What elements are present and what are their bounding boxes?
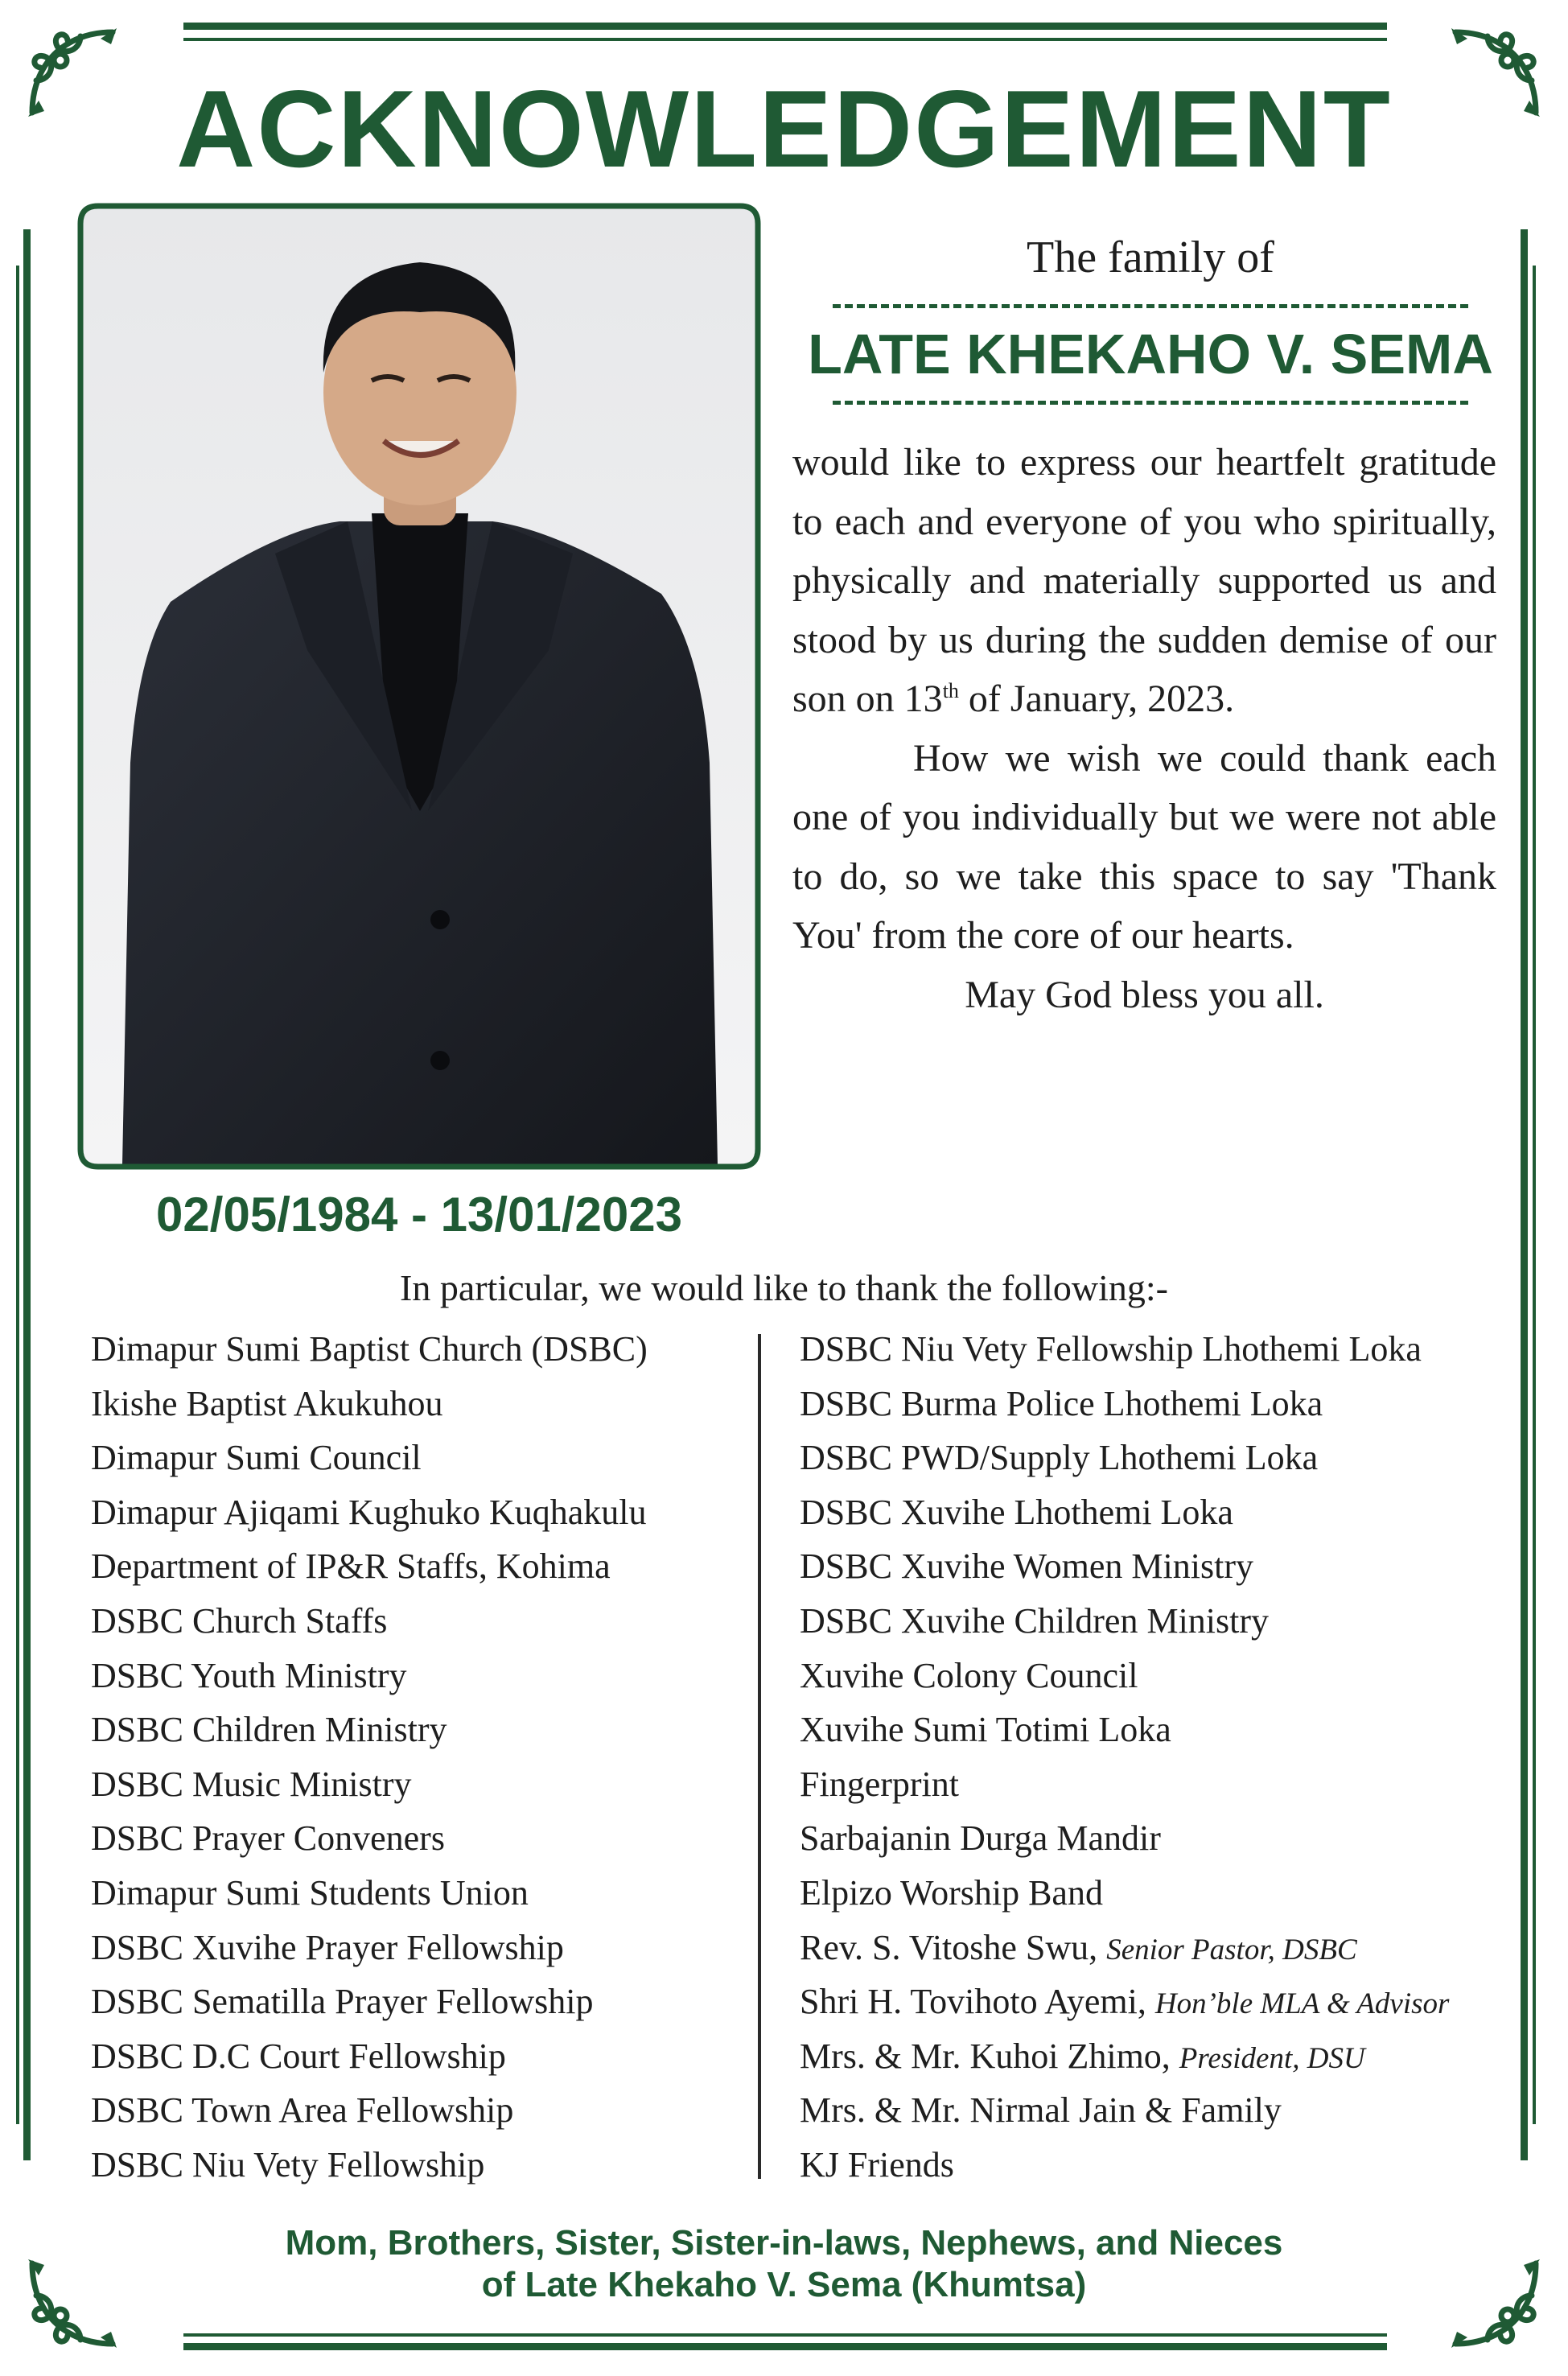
right-rule-thin (1533, 266, 1536, 2124)
list-item (800, 1975, 1524, 2029)
list-item-title: Senior Pastor, DSBC (1106, 1933, 1357, 1966)
list-item (800, 2138, 1524, 2193)
list-item (800, 1322, 1524, 1377)
list-item (800, 1539, 1524, 1594)
message-paragraph-2: How we wish we could thank each one of you individually but we were not able to do, so we take this space to say 'Thank You' from the core of our hearts. (792, 736, 1496, 957)
thanks-list-left (91, 1322, 735, 2193)
list-item: Dimapur Ajiqami Kughuko Kuqhakulu (91, 1492, 647, 1532)
list-item: DSBC Youth Ministry (91, 1655, 407, 1695)
bottom-rule-thick (183, 2343, 1387, 2350)
list-item (800, 1485, 1524, 1540)
list-item (800, 2083, 1524, 2138)
name-top-divider (833, 304, 1468, 308)
list-item-name: DSBC Xuvihe Women Ministry (800, 1546, 1254, 1587)
family-of-label: The family of (1027, 233, 1274, 282)
list-item (800, 1757, 1524, 1812)
list-item (800, 1377, 1524, 1431)
list-item: Dimapur Sumi Students Union (91, 1872, 529, 1913)
message-paragraph-1-end: of January, 2023. (958, 677, 1235, 720)
signature-line-2: of Late Khekaho V. Sema (Khumtsa) (481, 2265, 1087, 2304)
date-ordinal-suffix: th (942, 679, 959, 702)
list-item-name: KJ Friends (800, 2144, 954, 2185)
left-rule-thin (16, 266, 19, 2124)
list-item-title: Hon’ble MLA & Advisor (1154, 1987, 1450, 2021)
list-item: DSBC Prayer Conveners (91, 1818, 445, 1859)
message-paragraph-1 (792, 433, 1496, 729)
list-item: Dimapur Sumi Council (91, 1438, 422, 1478)
bottom-rule-thin (183, 2333, 1387, 2337)
gratitude-message (792, 433, 1496, 1024)
column-divider (758, 1334, 761, 2179)
list-item: DSBC Church Staffs (91, 1600, 388, 1641)
list-item (800, 1811, 1524, 1866)
list-item (800, 1594, 1524, 1649)
list-item (800, 1921, 1524, 1975)
list-item: Dimapur Sumi Baptist Church (DSBC) (91, 1329, 648, 1369)
list-item: DSBC D.C Court Fellowship (91, 2036, 506, 2076)
list-item-name: Mrs. & Mr. Nirmal Jain & Family (800, 2090, 1282, 2131)
list-item: Department of IP&R Staffs, Kohima (91, 1546, 611, 1587)
list-item-name: Xuvihe Sumi Totimi Loka (800, 1710, 1171, 1750)
list-item (800, 1649, 1524, 1703)
list-item: DSBC Niu Vety Fellowship (91, 2144, 485, 2185)
family-signature (0, 2222, 1568, 2306)
list-item-name: Elpizo Worship Band (800, 1872, 1103, 1913)
list-item: DSBC Sematilla Prayer Fellowship (91, 1982, 594, 2022)
signature-line-1: Mom, Brothers, Sister, Sister-in-laws, Nephews, and Nieces (285, 2223, 1283, 2263)
list-item (800, 1703, 1524, 1757)
list-item-name: Shri H. Tovihoto Ayemi, (800, 1982, 1146, 2022)
name-bottom-divider (833, 401, 1468, 405)
list-item-name: DSBC Xuvihe Children Ministry (800, 1600, 1270, 1641)
list-item-name: Xuvihe Colony Council (800, 1655, 1138, 1695)
list-item-name: Fingerprint (800, 1764, 959, 1804)
list-item: DSBC Music Ministry (91, 1764, 412, 1804)
list-item (800, 2029, 1524, 2084)
thanks-intro: In particular, we would like to thank the following:- (400, 1267, 1168, 1308)
list-item-name: DSBC Burma Police Lhothemi Loka (800, 1383, 1323, 1423)
deceased-name: LATE KHEKAHO V. SEMA (808, 323, 1493, 385)
list-item: DSBC Xuvihe Prayer Fellowship (91, 1927, 564, 1967)
life-dates: 02/05/1984 - 13/01/2023 (156, 1188, 682, 1242)
list-item: DSBC Town Area Fellowship (91, 2090, 514, 2131)
list-item-title: President, DSU (1179, 2041, 1365, 2075)
message-blessing: May God bless you all. (965, 973, 1324, 1016)
list-item-name: Rev. S. Vitoshe Swu, (800, 1927, 1098, 1967)
top-rule-thin (183, 38, 1387, 41)
list-item-name: DSBC Xuvihe Lhothemi Loka (800, 1492, 1233, 1532)
thanks-list-right (800, 1322, 1524, 2193)
left-rule-thick (23, 229, 31, 2160)
list-item (800, 1431, 1524, 1485)
top-rule-thick (183, 23, 1387, 30)
list-item: Ikishe Baptist Akukuhou (91, 1383, 443, 1423)
list-item-name: Sarbajanin Durga Mandir (800, 1818, 1161, 1859)
list-item-name: DSBC PWD/Supply Lhothemi Loka (800, 1438, 1319, 1478)
page-title: ACKNOWLEDGEMENT (176, 68, 1392, 190)
portrait-photo (74, 200, 764, 1173)
list-item (800, 1866, 1524, 1921)
list-item-name: DSBC Niu Vety Fellowship Lhothemi Loka (800, 1329, 1422, 1369)
list-item-name: Mrs. & Mr. Kuhoi Zhimo, (800, 2036, 1171, 2076)
message-paragraph-1-text: would like to express our heartfelt gratitude to each and everyone of you who spiritually, physically and materially supported us and stood by us during the sudden demise of our son on 13 (792, 441, 1496, 720)
list-item: DSBC Children Ministry (91, 1710, 447, 1750)
